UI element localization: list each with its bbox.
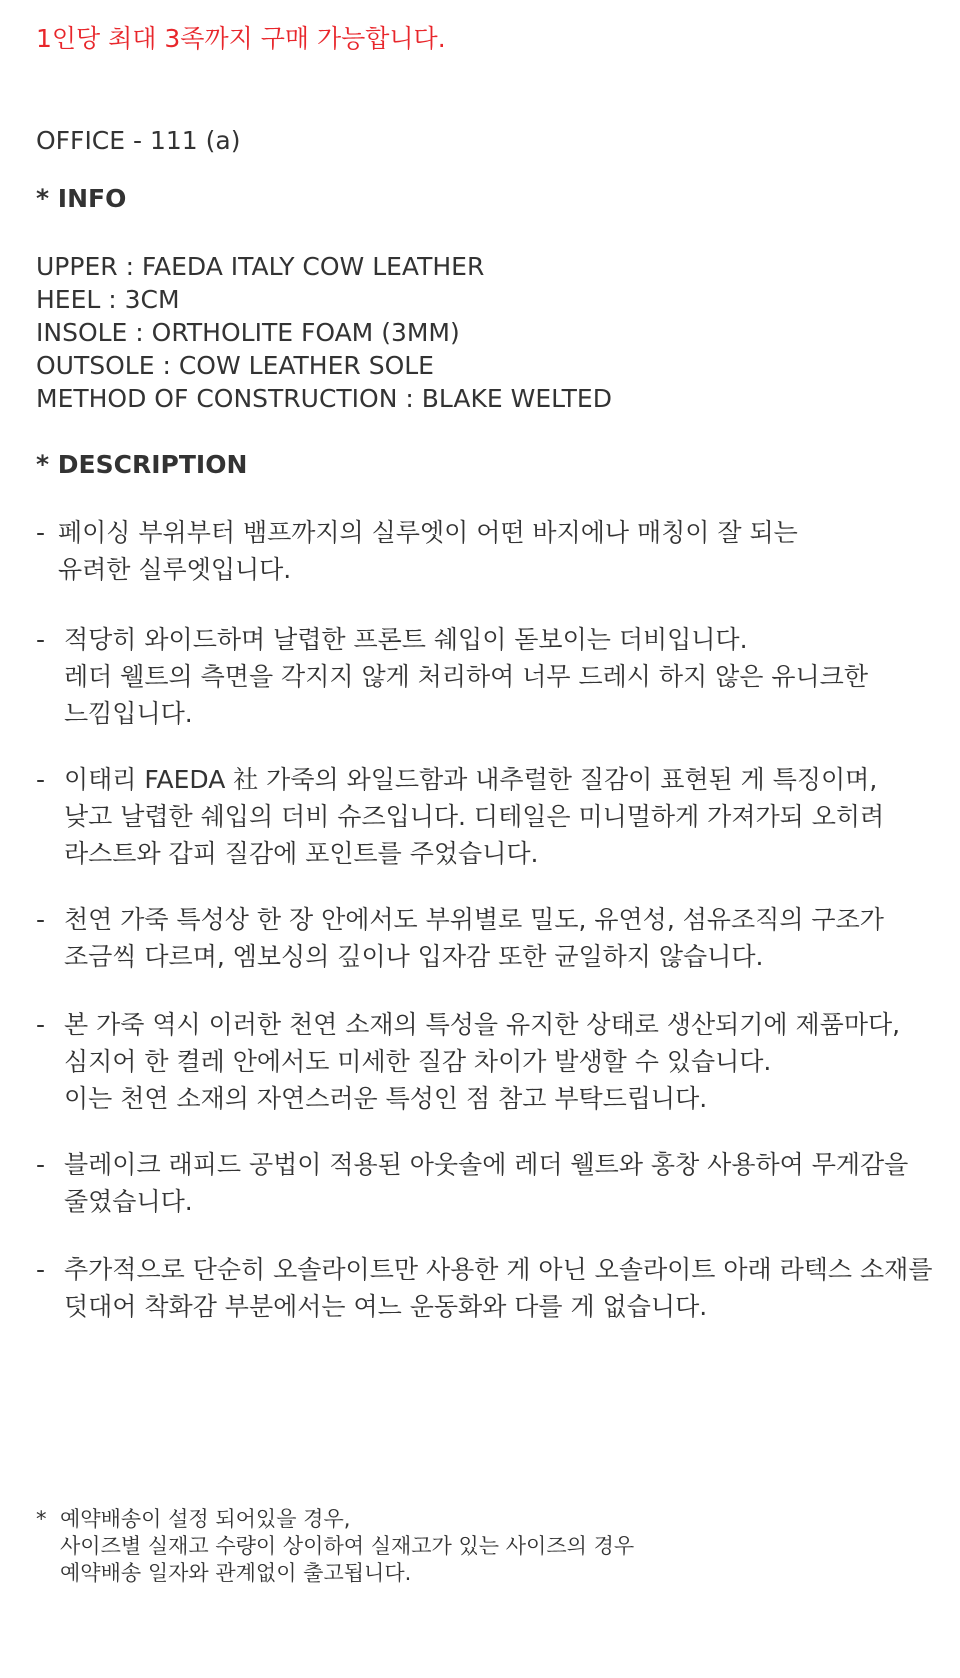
dash-marker: -	[36, 518, 46, 547]
product-name: OFFICE - 111 (a)	[36, 126, 241, 155]
description-text	[64, 761, 884, 872]
footnote-text	[60, 1506, 634, 1587]
description-line: 줄였습니다.	[64, 1187, 193, 1216]
description-line: 유려한 실루엣입니다.	[58, 555, 292, 584]
footnote-asterisk: *	[36, 1507, 47, 1531]
description-line: 적당히 와이드하며 날렵한 프론트 쉐입이 돋보이는 더비입니다.	[64, 625, 748, 654]
description-line: 레더 웰트의 측면을 각지지 않게 처리하여 너무 드레시 하지 않은 유니크한	[64, 662, 868, 691]
spec-construction: METHOD OF CONSTRUCTION : BLAKE WELTED	[36, 384, 612, 413]
dash-marker: -	[36, 905, 46, 934]
description-line: 블레이크 래피드 공법이 적용된 아웃솔에 레더 웰트와 홍창 사용하여 무게감을	[64, 1150, 909, 1179]
description-line: 낮고 날렵한 쉐입의 더비 슈즈입니다. 디테일은 미니멀하게 가져가되 오히려	[64, 802, 885, 831]
spec-heel: HEEL : 3CM	[36, 285, 180, 314]
purchase-limit-notice: 1인당 최대 3족까지 구매 가능합니다.	[36, 24, 446, 53]
description-line: 추가적으로 단순히 오솔라이트만 사용한 게 아닌 오솔라이트 아래 라텍스 소재를	[64, 1255, 933, 1284]
description-line: 이는 천연 소재의 자연스러운 특성인 점 참고 부탁드립니다.	[64, 1084, 708, 1113]
footnote-line: 예약배송 일자와 관계없이 출고됩니다.	[60, 1561, 412, 1585]
dash-marker: -	[36, 1150, 46, 1179]
description-text	[64, 1006, 900, 1117]
description-line: 덧대어 착화감 부분에서는 여느 운동화와 다를 게 없습니다.	[64, 1292, 708, 1321]
description-line: 라스트와 갑피 질감에 포인트를 주었습니다.	[64, 839, 539, 868]
description-line: 조금씩 다르며, 엠보싱의 깊이나 입자감 또한 균일하지 않습니다.	[64, 942, 764, 971]
description-line: 본 가죽 역시 이러한 천연 소재의 특성을 유지한 상태로 생산되기에 제품마다,	[64, 1010, 901, 1039]
dash-marker: -	[36, 625, 46, 654]
description-line: 이태리 FAEDA 社 가죽의 와일드함과 내추럴한 질감이 표현된 게 특징이며,	[64, 765, 878, 794]
dash-marker: -	[36, 1010, 46, 1039]
dash-marker: -	[36, 1255, 46, 1284]
spec-insole: INSOLE : ORTHOLITE FOAM (3MM)	[36, 318, 460, 347]
description-text	[64, 621, 868, 732]
dash-marker: -	[36, 765, 46, 794]
description-text	[64, 901, 884, 975]
description-heading: * DESCRIPTION	[36, 450, 248, 479]
description-text	[64, 1251, 932, 1325]
description-text	[58, 514, 798, 588]
spec-upper: UPPER : FAEDA ITALY COW LEATHER	[36, 252, 485, 281]
description-text	[64, 1146, 908, 1220]
description-line: 페이싱 부위부터 뱀프까지의 실루엣이 어떤 바지에나 매칭이 잘 되는	[58, 518, 798, 547]
info-heading: * INFO	[36, 184, 127, 213]
description-line: 심지어 한 켤레 안에서도 미세한 질감 차이가 발생할 수 있습니다.	[64, 1047, 772, 1076]
spec-outsole: OUTSOLE : COW LEATHER SOLE	[36, 351, 434, 380]
description-line: 천연 가죽 특성상 한 장 안에서도 부위별로 밀도, 유연성, 섬유조직의 구조가	[64, 905, 884, 934]
footnote-line: 예약배송이 설정 되어있을 경우,	[60, 1507, 351, 1531]
description-line: 느낌입니다.	[64, 699, 193, 728]
footnote-line: 사이즈별 실재고 수량이 상이하여 실재고가 있는 사이즈의 경우	[60, 1534, 635, 1558]
